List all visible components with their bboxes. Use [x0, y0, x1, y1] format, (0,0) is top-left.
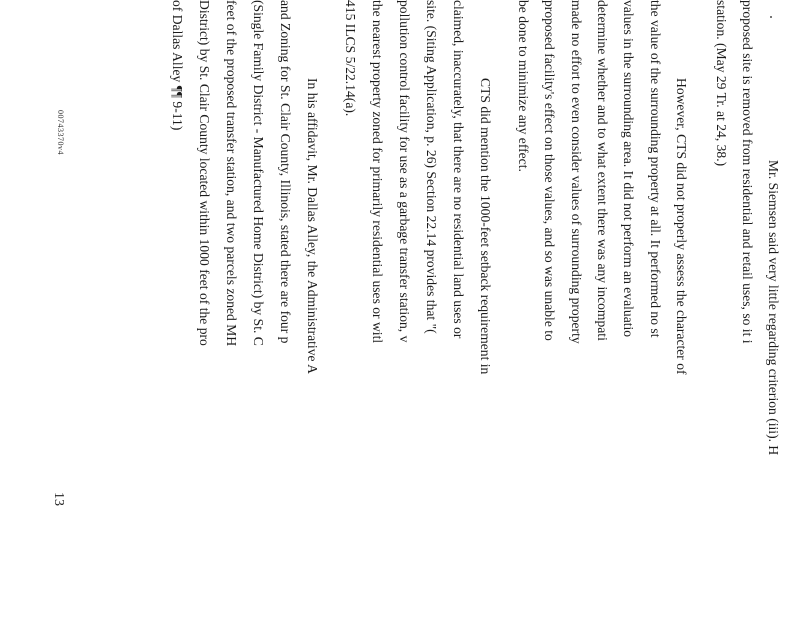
text-line: be done to minimize any effect.: [516, 0, 531, 172]
text-line: site. (Siting Application, p. 26) Section 22.14 provides that "(: [424, 0, 439, 334]
text-line: of Dallas Alley ¶¶ 9-11): [170, 0, 185, 131]
text-line: and Zoning for St. Clair County, Illinois, stated there are four p: [278, 0, 293, 344]
text-line: In his affidavit, Mr. Dallas Alley, the Administrative A: [305, 78, 320, 375]
text-line: values in the surrounding area. It did not perform an evaluatio: [621, 0, 636, 338]
text-line: District) by St. Clair County located within 1000 feet of the pro: [197, 0, 212, 346]
text-line: proposed site is removed from residential and retail uses, so it i: [740, 0, 755, 344]
text-line: made no effort to even consider values of surrounding property: [569, 0, 584, 344]
text-line: However, CTS did not properly assess the character of: [674, 78, 689, 375]
document-id: 00743370v4: [56, 110, 65, 155]
text-line: the value of the surrounding property at all. It performed no st: [648, 0, 663, 338]
text-line: determine whether and to what extent there was any incompati: [595, 0, 610, 341]
text-line: claimed, inaccurately, that there are no residential land uses or: [451, 0, 466, 339]
text-line: Mr. Siemsen said very little regarding criterion (iii). H: [766, 160, 781, 456]
text-line: 415 ILCS 5/22.14(a).: [343, 0, 358, 117]
text-line: (Single Family District - Manufactured Home District) by St. C: [251, 0, 266, 346]
text-line: feet of the proposed transfer station, and two parcels zoned MH: [224, 0, 239, 347]
page-number: 13: [51, 492, 66, 506]
text-line: pollution control facility for use as a garbage transfer station, v: [397, 0, 412, 343]
text-line: station. (May 29 Tr. at 24, 38.): [714, 0, 729, 167]
text-line: CTS did mention the 1000-feet setback requirement in: [478, 78, 493, 375]
text-line: proposed facility's effect on those values, and so was unable to: [542, 0, 557, 341]
text-line: the nearest property zoned for primarily residential uses or witl: [370, 0, 385, 344]
